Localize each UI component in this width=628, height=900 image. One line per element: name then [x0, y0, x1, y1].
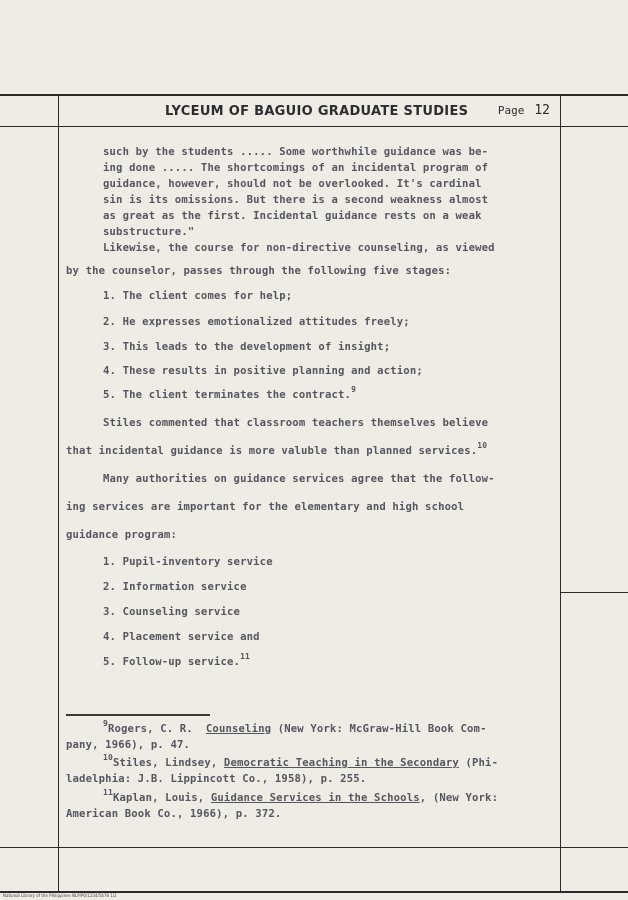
frame-left-margin — [58, 94, 59, 893]
quote-line: ing done ..... The shortcomings of an incidental program of — [103, 162, 489, 174]
service-item: 2. Information service — [103, 581, 247, 593]
service-item-text: 5. Follow-up service. — [103, 656, 241, 668]
paragraph-line: guidance program: — [66, 529, 177, 541]
quote-line: guidance, however, should not be overlooked. It's cardinal — [103, 178, 482, 190]
stage-item: 4. These results in positive planning and action; — [103, 365, 423, 377]
frame-right-margin — [560, 94, 561, 893]
footnote-ref-9: 9 — [351, 385, 357, 394]
paragraph-line-text: that incidental guidance is more valuble than planned services. — [66, 445, 478, 457]
paragraph-line: Many authorities on guidance services agree that the follow- — [103, 473, 495, 485]
service-item: 1. Pupil-inventory service — [103, 556, 273, 568]
footnote-text: (Phi- — [458, 757, 499, 769]
frame-bottom-rule — [0, 847, 628, 848]
paragraph-line-with-note — [66, 441, 488, 458]
footnote-11 — [103, 788, 499, 805]
footnote-10 — [103, 753, 499, 770]
footnote-separator — [66, 714, 210, 716]
footnote-text: , (New York: — [419, 792, 499, 804]
stage-item-text: 5. The client terminates the contract. — [103, 389, 352, 401]
footnote-number: 11 — [103, 788, 113, 797]
paragraph-line: Stiles commented that classroom teachers themselves believe — [103, 417, 489, 429]
stage-item: 1. The client comes for help; — [103, 290, 293, 302]
footnote-title: Democratic Teaching in the Secondary — [223, 757, 459, 769]
service-item: 4. Placement service and — [103, 631, 260, 643]
footnote-number: 9 — [103, 719, 108, 728]
stage-item: 2. He expresses emotionalized attitudes freely; — [103, 316, 410, 328]
stage-item-last — [103, 385, 357, 402]
footnote-number: 10 — [103, 753, 113, 762]
footnote-text: Kaplan, Louis, — [112, 792, 211, 804]
page-header — [60, 96, 560, 126]
stage-item: 3. This leads to the development of insight; — [103, 341, 391, 353]
frame-right-tick — [560, 592, 628, 593]
paragraph-line: Likewise, the course for non-directive counseling, as viewed — [103, 242, 495, 254]
quote-line: substructure." — [103, 226, 195, 238]
page-title: LYCEUM OF BAGUIO GRADUATE STUDIES — [165, 104, 469, 119]
service-item: 3. Counseling service — [103, 606, 241, 618]
footnote-title: Guidance Services in the Schools — [210, 792, 420, 804]
paragraph-line: ing services are important for the elementary and high school — [66, 501, 465, 513]
service-item-last — [103, 652, 251, 669]
footnote-text: Rogers, C. R. — [107, 723, 206, 735]
paragraph-line: by the counselor, passes through the following five stages: — [66, 265, 452, 277]
scan-footer: National Library of the Philippines NLP/P0/1234/5678 1/2 — [3, 893, 117, 898]
footnote-9-line2: pany, 1966), p. 47. — [66, 739, 191, 751]
footnote-9 — [103, 719, 487, 736]
quote-line: as great as the first. Incidental guidance rests on a weak — [103, 210, 482, 222]
page-number: 12 — [534, 103, 550, 118]
page-label: Page — [497, 104, 525, 117]
footnote-title: Counseling — [205, 723, 272, 735]
page-number-block — [498, 103, 550, 118]
footnote-10-line2: ladelphia: J.B. Lippincott Co., 1958), p. 255. — [66, 773, 367, 785]
quote-line: such by the students ..... Some worthwhile guidance was be- — [103, 146, 489, 158]
frame-header-rule — [0, 126, 628, 127]
footnote-11-line2: American Book Co., 1966), p. 372. — [66, 808, 282, 820]
footnote-ref-11: 11 — [240, 652, 251, 661]
quote-line: sin is its omissions. But there is a second weakness almost — [103, 194, 489, 206]
footnote-text: (New York: McGraw-Hill Book Com- — [271, 723, 487, 735]
footnote-ref-10: 10 — [477, 441, 488, 450]
footnote-text: Stiles, Lindsey, — [112, 757, 224, 769]
